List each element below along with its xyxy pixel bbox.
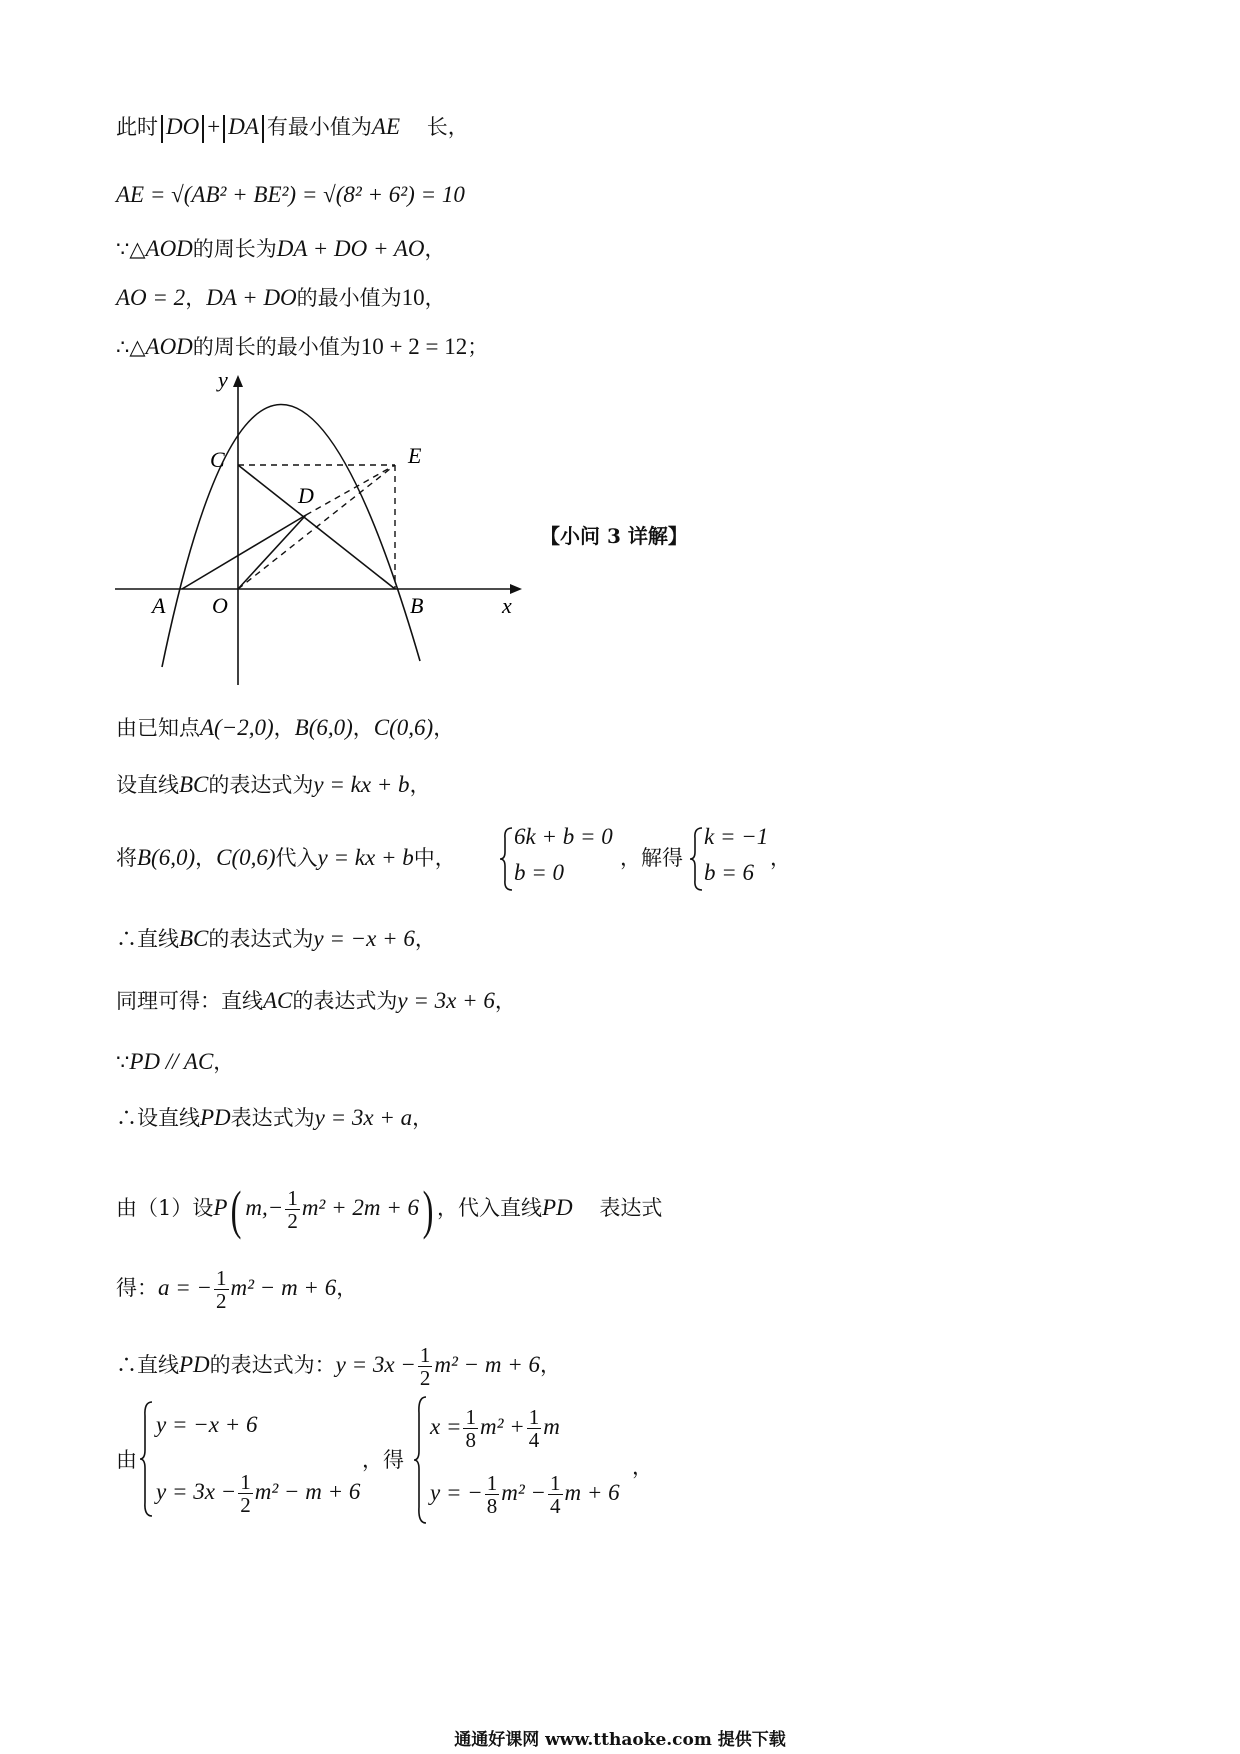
system-2-eq-1: k = −1: [704, 824, 769, 849]
text-line-15: ∴直线PD的表达式为：y = 3x − $\frac{1}{2}$ m² − m + 6，: [116, 1343, 562, 1390]
label-A: A: [152, 593, 166, 618]
comma: ，: [770, 846, 791, 870]
text-line-2: AE = √(AB² + BE²) = √(8² + 6²) = 10: [116, 182, 465, 207]
text-line-1: 此时 DO + DA 有最小值为AE 长，: [116, 112, 469, 143]
system-1-eq-2: b = 0: [514, 860, 565, 885]
label-O: O: [212, 593, 228, 618]
text-line-7: 设直线BC的表达式为y = kx + b，: [116, 772, 431, 797]
text-line-12: ∴设直线PD表达式为y = 3x + a，: [116, 1105, 434, 1130]
text-line-16-mid: ，得: [362, 1448, 404, 1472]
text-line-6: 由已知点A(−2,0)，B(6,0)，C(0,6)，: [116, 715, 455, 740]
segment-OD: [238, 515, 306, 589]
label-x: x: [502, 593, 512, 618]
text-line-16-end: ，: [632, 1455, 653, 1479]
label-C: C: [210, 447, 225, 472]
text-line-3: ∵△AOD的周长为DA + DO + AO，: [116, 236, 446, 261]
system-4-eq-2: y = − $\frac{1}{8}$ m² − $\frac{1}{4}$ m + 6: [430, 1471, 620, 1519]
brace-icon: [688, 826, 704, 892]
text-line-8: 将B(6,0)，C(0,6)代入y = kx + b中，: [116, 845, 456, 870]
label-D: D: [298, 483, 314, 508]
text-line-13: 由（1）设P( m,− $\frac{1}{2}$ m² + 2m + 6) ，代入直线PD 表达式: [116, 1179, 663, 1240]
page-footer: 通通好课网 www.tthaoke.com 提供下载: [454, 1730, 786, 1750]
system-3-eq-1: y = −x + 6: [156, 1412, 258, 1437]
system-1-eq-1: 6k + b = 0: [514, 824, 613, 849]
label-E: E: [408, 443, 422, 468]
subquestion-heading: 【小问 3 详解】: [540, 524, 688, 548]
text-line-11: ∵PD // AC，: [116, 1049, 235, 1074]
label-B: B: [410, 593, 424, 618]
brace-icon: [498, 826, 514, 892]
text-line-16-prefix: 由: [116, 1448, 137, 1472]
brace-icon: [138, 1400, 154, 1518]
y-axis-arrow-icon: [233, 375, 243, 387]
segment-AD: [182, 515, 306, 589]
system-4-eq-1: x = $\frac{1}{8}$ m² + $\frac{1}{4}$ m: [430, 1405, 560, 1453]
parabola-curve: [162, 404, 420, 667]
text-line-5: ∴△AOD的周长的最小值为10 + 2 = 12；: [116, 334, 489, 359]
system-2-eq-2: b = 6: [704, 860, 755, 885]
text-line-4: AO = 2，DA + DO的最小值为10，: [116, 285, 446, 310]
brace-icon: [412, 1395, 428, 1525]
geometry-figure: [110, 375, 530, 695]
label-y: y: [218, 375, 228, 392]
system-3-eq-2: y = 3x − $\frac{1}{2}$ m² − m + 6: [156, 1470, 361, 1518]
solve-label: ，解得: [620, 846, 683, 870]
text-line-9: ∴直线BC的表达式为y = −x + 6，: [116, 926, 436, 951]
text-line-14: 得：a = − $\frac{1}{2}$ m² − m + 6，: [116, 1266, 358, 1313]
x-axis-arrow-icon: [510, 584, 522, 594]
text-line-10: 同理可得：直线AC的表达式为y = 3x + 6，: [116, 988, 516, 1013]
